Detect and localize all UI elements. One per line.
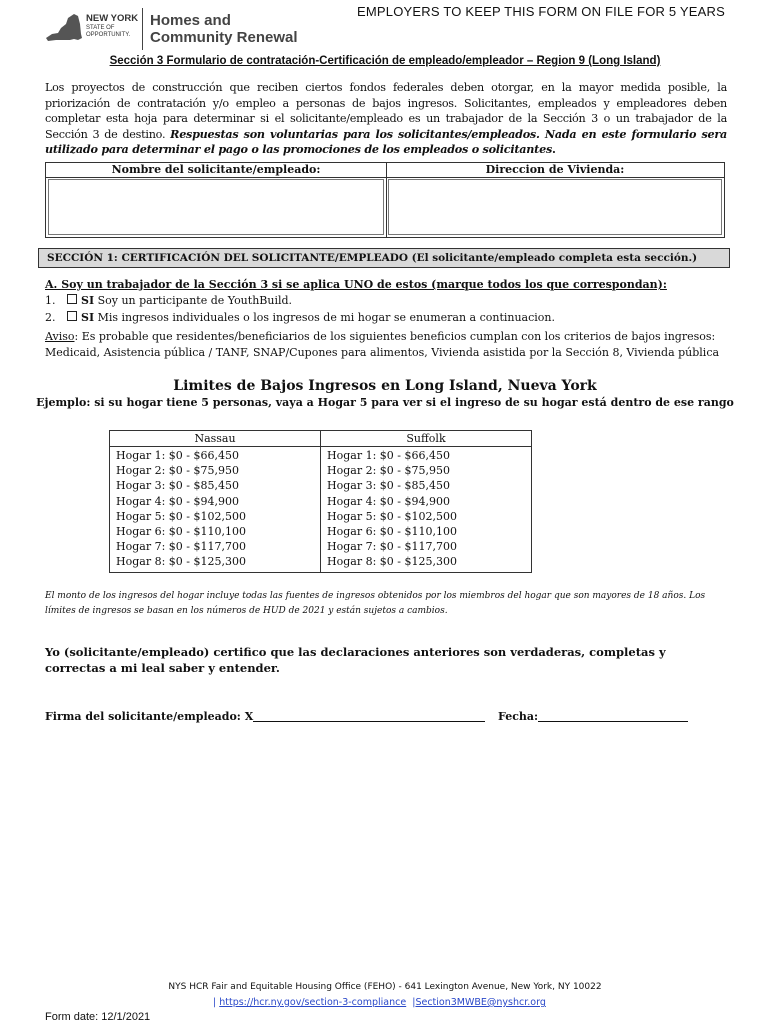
footer-office: NYS HCR Fair and Equitable Housing Office (FEHO) - 641 Lexington Avenue, New York, NY 10022 [168,982,602,992]
table-row: Hogar 5: $0 - $102,500 [327,509,457,523]
suffolk-column [321,447,531,572]
section3-compliance-link[interactable]: https://hcr.ny.gov/section-3-compliance [219,997,407,1008]
footer-links: | https://hcr.ny.gov/section-3-compliance |Section3MWBE@nyshcr.org [213,997,546,1008]
table-row: Hogar 6: $0 - $110,100 [116,525,246,539]
date-field[interactable] [538,710,688,722]
table-row: Hogar 4: $0 - $94,900 [116,494,239,508]
form-date: Form date: 12/1/2021 [45,1011,151,1023]
table-row: Hogar 8: $0 - $125,300 [116,555,246,569]
income-note: El monto de los ingresos del hogar incluye todas las fuentes de ingresos obtenidos por los miembros del hogar que son mayores de 18 años. Los límites de ingresos se basan en los números de HUD de 2021 y están sujetos a cambios. [45,591,706,616]
income-checkbox[interactable] [67,311,77,321]
address-header: Direccion de Vivienda: [386,163,724,178]
section-a-heading: A. Soy un trabajador de la Sección 3 si se aplica UNO de estos (marque todos los que correspondan): [45,278,667,291]
nassau-column [110,447,321,572]
date-block [498,710,688,723]
table-row: Hogar 7: $0 - $117,700 [327,540,457,554]
applicant-name-header: Nombre del solicitante/empleado: [46,163,386,178]
intro-emphasis: Respuestas son voluntarias para los solicitantes/empleados. Nada en este formulario sera utilizado para determinar el pago o las promociones de los empleados o solicitantes [45,126,727,156]
signature-block [45,710,485,723]
table-row: Hogar 1: $0 - $66,450 [116,449,239,462]
logo-agency-name: Homes and Community Renewal [150,12,298,46]
table-row: Hogar 2: $0 - $75,950 [116,464,239,478]
table-row: Hogar 7: $0 - $117,700 [116,540,246,554]
table-row: Hogar 1: $0 - $66,450 [327,449,450,462]
option-income: 2. SI Mis ingresos individuales o los ingresos de mi hogar se enumeran a continuacion. [45,311,555,324]
logo-divider [142,8,143,50]
table-row: Hogar 4: $0 - $94,900 [327,494,450,508]
aviso-notice: Aviso: Es probable que residentes/beneficiarios de los siguientes beneficios cumplan con los criterios de bajos ingresos: Medicaid, Asistencia pública / TANF, SNAP/Cupones para alimentos, Vivienda asistida por la Sección 8, Vivienda pública [45,330,720,359]
address-field[interactable] [388,179,722,235]
signature-field[interactable] [253,710,485,722]
form-title: Sección 3 Formulario de contratación-Certificación de empleado/empleador – Region 9 (Long Island) [109,55,661,67]
section3-email-link[interactable]: Section3MWBE@nyshcr.org [415,997,546,1008]
address-column [386,163,724,237]
date-label: Fecha: [498,710,539,723]
table-row: Hogar 3: $0 - $85,450 [116,479,239,493]
option-youthbuild: 1. SI Soy un participante de YouthBuild. [45,294,293,307]
applicant-name-column [46,163,387,237]
section1-header: SECCIÓN 1: CERTIFICACIÓN DEL SOLICITANTE/EMPLEADO (El solicitante/empleado completa esta sección.) [38,248,730,268]
logo-state-name: NEW YORK [86,13,139,24]
applicant-info-table [45,162,725,238]
nassau-header: Nassau [110,431,321,446]
table-row: Hogar 5: $0 - $102,500 [116,509,246,523]
logo-tagline: STATE OF OPPORTUNITY. [86,25,131,38]
table-row: Hogar 2: $0 - $75,950 [327,464,450,478]
table-row: Hogar 8: $0 - $125,300 [327,555,457,569]
income-limits-title: Limites de Bajos Ingresos en Long Island, Nueva York [173,378,597,394]
income-limits-subtitle: Ejemplo: si su hogar tiene 5 personas, vaya a Hogar 5 para ver si el ingreso de su hogar está dentro de ese rango [36,396,734,409]
table-row: Hogar 6: $0 - $110,100 [327,525,457,539]
applicant-name-field[interactable] [48,179,384,235]
intro-paragraph: Los proyectos de construcción que reciben ciertos fondos federales deben otorgar, en la mayor medida posible, la priorización de contratación y/o empleo a personas de bajos ingresos. Solicitantes, empleados y empleadores deben completar esta hoja para determinar si el solicitante/empleado es un trabajador de la Sección 3 o un trabajador de la Sección 3 de destino. Respuestas son voluntarias para los solicitantes/empleados. Nada en este formulario sera utilizado para determinar el pago o las promociones de los empleados o solicitantes. [45,81,727,156]
table-row: Hogar 3: $0 - $85,450 [327,479,450,493]
income-limits-table [109,430,532,573]
youthbuild-checkbox[interactable] [67,294,77,304]
keep-notice: EMPLOYERS TO KEEP THIS FORM ON FILE FOR 5 YEARS [357,4,725,19]
ny-state-logo-icon [44,10,86,44]
certification-statement: Yo (solicitante/empleado) certifico que las declaraciones anteriores son verdaderas, completas y correctas a mi leal saber y entender. [45,645,666,675]
signature-label: Firma del solicitante/empleado: X [45,710,254,723]
suffolk-header: Suffolk [406,432,446,445]
